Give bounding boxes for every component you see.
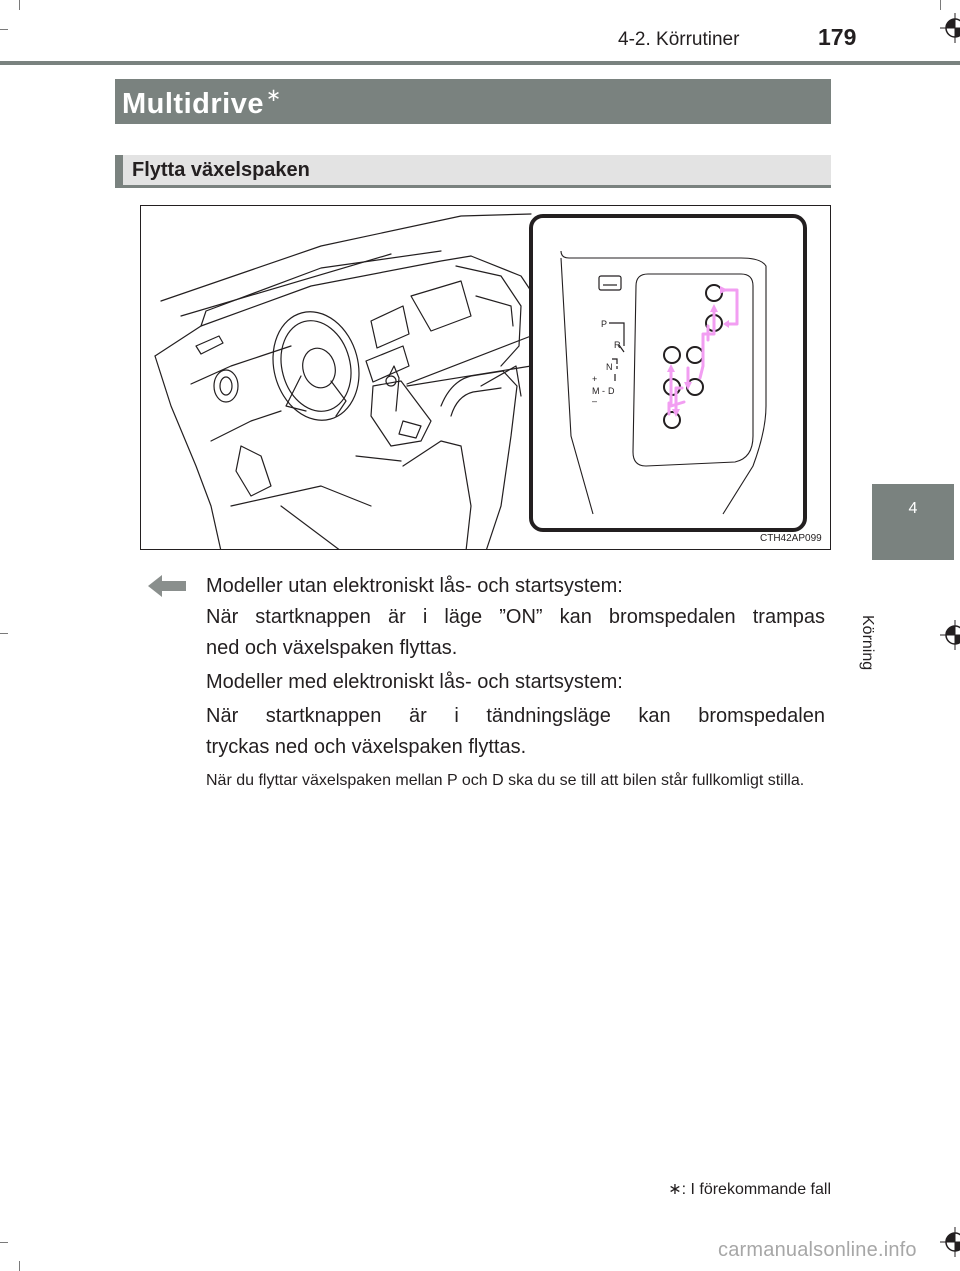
- car-interior-illustration: [141, 206, 831, 550]
- gate-label-n: N: [606, 362, 613, 372]
- crop-mark: [19, 1261, 20, 1271]
- crop-mark: [0, 29, 8, 30]
- gate-label-d: D: [608, 386, 615, 396]
- crop-mark: [0, 1242, 8, 1243]
- crop-mark: [0, 633, 8, 634]
- page-title: [115, 79, 831, 124]
- chapter-number: 4: [908, 500, 918, 517]
- crop-mark: [940, 0, 941, 10]
- gear-lever-illustration: [140, 205, 831, 550]
- gate-label-minus: –: [592, 396, 598, 406]
- gate-label-dash: -: [602, 386, 605, 396]
- footnote: ∗: I förekommande fall: [668, 1181, 831, 1198]
- para1-line1: När startknappen är i läge ”ON” kan bromspedalen trampas: [206, 606, 825, 628]
- subheading-marker: [115, 155, 123, 185]
- registration-mark-icon: [940, 1227, 960, 1257]
- gate-label-m: M: [592, 386, 600, 396]
- header-rule: [0, 61, 960, 65]
- para2-line1: När startknappen är i tändningsläge kan bromspedalen: [206, 705, 825, 727]
- para1-line2: ned och växelspaken flyttas.: [206, 637, 458, 659]
- para1-heading: Modeller utan elektroniskt lås- och startsystem:: [206, 575, 623, 597]
- subheading: Flytta växelspaken: [132, 159, 310, 181]
- page-number: 179: [818, 24, 857, 50]
- chapter-tab: [872, 484, 954, 560]
- para2-line2: tryckas ned och växelspaken flyttas.: [206, 736, 527, 758]
- arrow-left-icon: [148, 575, 186, 597]
- chapter-label: Körning: [859, 615, 876, 671]
- crop-mark: [19, 0, 20, 10]
- registration-mark-icon: [940, 620, 960, 650]
- gate-label-r: R: [614, 340, 621, 350]
- gate-label-plus: +: [592, 374, 598, 384]
- asterisk-mark: ∗: [265, 85, 282, 105]
- subheading-bar: [115, 155, 831, 188]
- watermark: carmanualsonline.info: [718, 1239, 917, 1261]
- registration-mark-icon: [940, 13, 960, 43]
- page-title-text: Multidrive: [122, 88, 264, 120]
- figure-code: CTH42AP099: [760, 533, 822, 544]
- caution-note: När du flyttar växelspaken mellan P och D ska du se till att bilen står fullkomligt stilla.: [206, 772, 805, 789]
- para2-heading: Modeller med elektroniskt lås- och startsystem:: [206, 671, 623, 693]
- gate-label-p: P: [601, 319, 608, 329]
- section-name: 4-2. Körrutiner: [618, 29, 740, 50]
